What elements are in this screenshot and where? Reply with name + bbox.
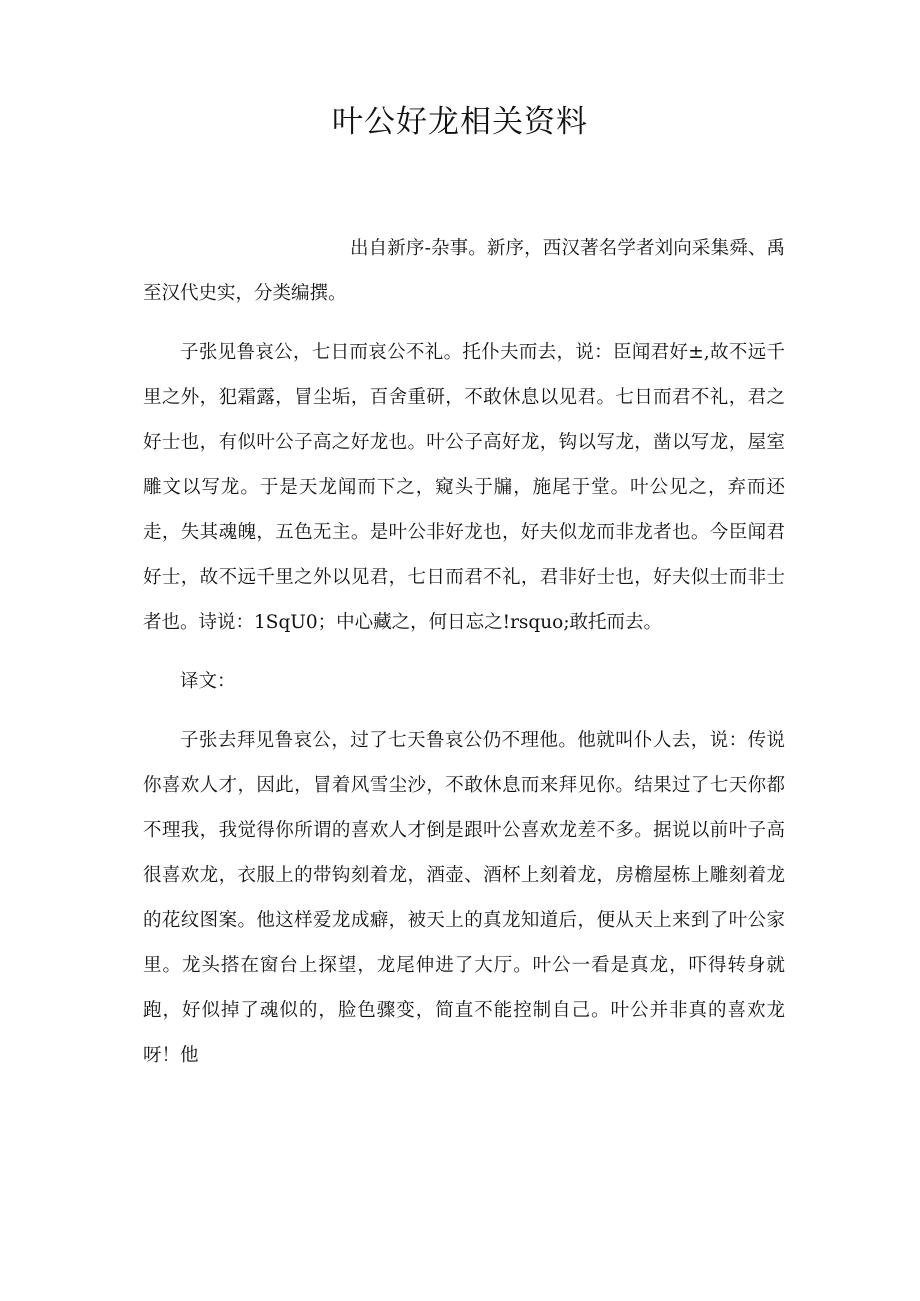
document-body: [143, 226, 785, 1092]
translation-paragraph: 子张去拜见鲁哀公，过了七天鲁哀公仍不理他。他就叫仆人去，说：传说你喜欢人才，因此，冒着风雪尘沙，不敢休息而来拜见你。结果过了七天你都不理我，我觉得你所谓的喜欢人才倒是跟叶公喜欢龙差不多。据说以前叶子高很喜欢龙，衣服上的带钩刻着龙，酒壶、酒杯上刻着龙，房檐屋栋上雕刻着龙的花纹图案。他这样爱龙成癖，被天上的真龙知道后，便从天上来到了叶公家里。龙头搭在窗台上探望，龙尾伸进了大厅。叶公一看是真龙，吓得转身就跑，好似掉了魂似的，脸色骤变，简直不能控制自己。叶公并非真的喜欢龙呀！他: [143, 730, 785, 1066]
original-text-paragraph: 子张见鲁哀公，七日而哀公不礼。托仆夫而去，说：臣闻君好±,故不远千里之外，犯霜露，冒尘垢，百舍重研，不敢休息以见君。七日而君不礼，君之好士也，有似叶公子高之好龙也。叶公子高好龙，钩以写龙，凿以写龙，屋室雕文以写龙。于是天龙闻而下之，窥头于牖，施尾于堂。叶公见之，弃而还走，失其魂魄，五色无主。是叶公非好龙也，好夫似龙而非龙者也。今臣闻君好士，故不远千里之外以见君，七日而君不礼，君非好士也，好夫似士而非士者也。诗说：1SqU0；中心藏之，何日忘之!rsquo;敢托而去。: [143, 342, 785, 633]
source-paragraph: 出自新序-杂事。新序，西汉著名学者刘向采集舜、禹至汉代史实，分类编撰。: [143, 238, 785, 304]
document-title: 叶公好龙相关资料: [332, 104, 588, 140]
translation-heading: 译文：: [180, 671, 236, 692]
